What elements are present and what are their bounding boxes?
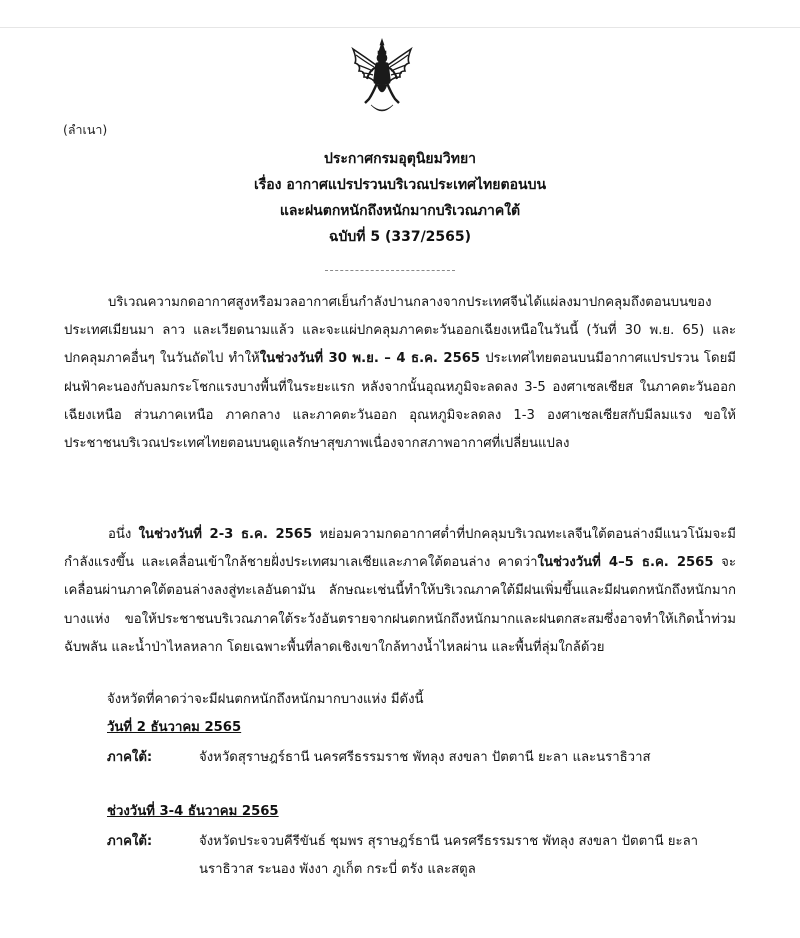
garuda-emblem-icon — [347, 37, 417, 117]
agency-title: ประกาศกรมอุตุนิยมวิทยา — [323, 151, 477, 167]
highlight-period: ในช่วงวันที่ 30 พ.ย. – 4 ธ.ค. 2565 — [259, 351, 481, 367]
paragraph-text: บริเวณความกดอากาศสูงหรือมวลอากาศเย็นกำลังปานกลางจากประเทศจีนได้แผ่ลงมาปกคลุมถึงตอนบนของประเทศเมียนมา ลาว และเวียดนามแล้ว และจะแผ่ปกคลุมภาคตะวันออกเฉียงเหนือในวันนี้ (วันที่ 30 พ.ย. 65) และปกคลุมภาคอื่นๆ ในวันถัดไป ทำให้ — [64, 295, 736, 367]
province-list: จังหวัดประจวบคีรีขันธ์ ชุมพร สุราษฎร์ธานี นครศรีธรรมราช พัทลุง สงขลา ปัตตานี ยะลา นราธิวาส ระนอง พังงา ภูเก็ต กระบี่ ตรัง และสตูล — [199, 834, 699, 877]
forecast-date-heading: วันที่ 2 ธันวาคม 2565 — [107, 720, 242, 735]
top-border — [0, 27, 800, 28]
region-label: ภาคใต้: — [107, 834, 153, 849]
issue-number: ฉบับที่ 5 (337/2565) — [328, 229, 472, 245]
paragraph-text: อนึ่ง — [108, 527, 139, 542]
paragraph-low-pressure — [64, 521, 736, 662]
paragraph-text: จะเคลื่อนผ่านภาคใต้ตอนล่างลงสู่ทะเลอันดามัน ลักษณะเช่นนี้ทำให้บริเวณภาคใต้มีฝนเพิ่มขึ้นและมีฝนตกหนักถึงหนักมากบางแห่ง ขอให้ประชาชนบริเวณภาคใต้ระวังอันตรายจากฝนตกหนักถึงหนักมากและฝนตกสะสมซึ่งอาจทำให้เกิดน้ำท่วมฉับพลัน และน้ำป่าไหลหลาก โดยเฉพาะพื้นที่ลาดเชิงเขาใกล้ทางน้ำไหลผ่าน และพื้นที่ลุ่มใกล้ด้วย — [64, 555, 736, 655]
subject-continuation: และฝนตกหนักถึงหนักมากบริเวณภาคใต้ — [279, 203, 521, 219]
classification-label: (ลำเนา) — [63, 122, 108, 137]
forecast-date-heading: ช่วงวันที่ 3-4 ธันวาคม 2565 — [107, 804, 279, 819]
province-list: จังหวัดสุราษฎร์ธานี นครศรีธรรมราช พัทลุง สงขลา ปัตตานี ยะลา และนราธิวาส — [199, 750, 651, 765]
announcement-heading — [0, 146, 800, 250]
paragraph-text: หย่อมความกดอากาศต่ำที่ปกคลุมบริเวณทะเลจีนใต้ตอนล่างมีแนวโน้มจะมีกำลังแรงขึ้น และเคลื่อนเข้าใกล้ชายฝั่งประเทศมาเลเซียและภาคใต้ตอนล่าง คาดว่า — [64, 527, 737, 571]
highlight-period: ในช่วงวันที่ 4–5 ธ.ค. 2565 — [537, 555, 714, 571]
heading-divider — [325, 270, 455, 271]
forecast-intro: จังหวัดที่คาดว่าจะมีฝนตกหนักถึงหนักมากบางแห่ง มีดังนี้ — [107, 692, 424, 707]
subject-line: เรื่อง อากาศแปรปรวนบริเวณประเทศไทยตอนบน — [253, 177, 547, 193]
highlight-period: ในช่วงวันที่ 2-3 ธ.ค. 2565 — [138, 527, 313, 542]
paragraph-cold-air — [64, 289, 736, 458]
region-label: ภาคใต้: — [107, 750, 153, 765]
paragraph-text: ประเทศไทยตอนบนมีอากาศแปรปรวน โดยมีฝนฟ้าคะนองกับลมกระโชกแรงบางพื้นที่ในระยะแรก หลังจากนั้นอุณหภูมิจะลดลง 3-5 องศาเซลเซียส ในภาคตะวันออกเฉียงเหนือ ส่วนภาคเหนือ ภาคกลาง และภาคตะวันออก อุณหภูมิจะลดลง 1-3 องศาเซลเซียสกับมีลมแรง ขอให้ประชาชนบริเวณประเทศไทยตอนบนดูแลรักษาสุขภาพเนื่องจากสภาพอากาศที่เปลี่ยนแปลง — [64, 351, 736, 452]
